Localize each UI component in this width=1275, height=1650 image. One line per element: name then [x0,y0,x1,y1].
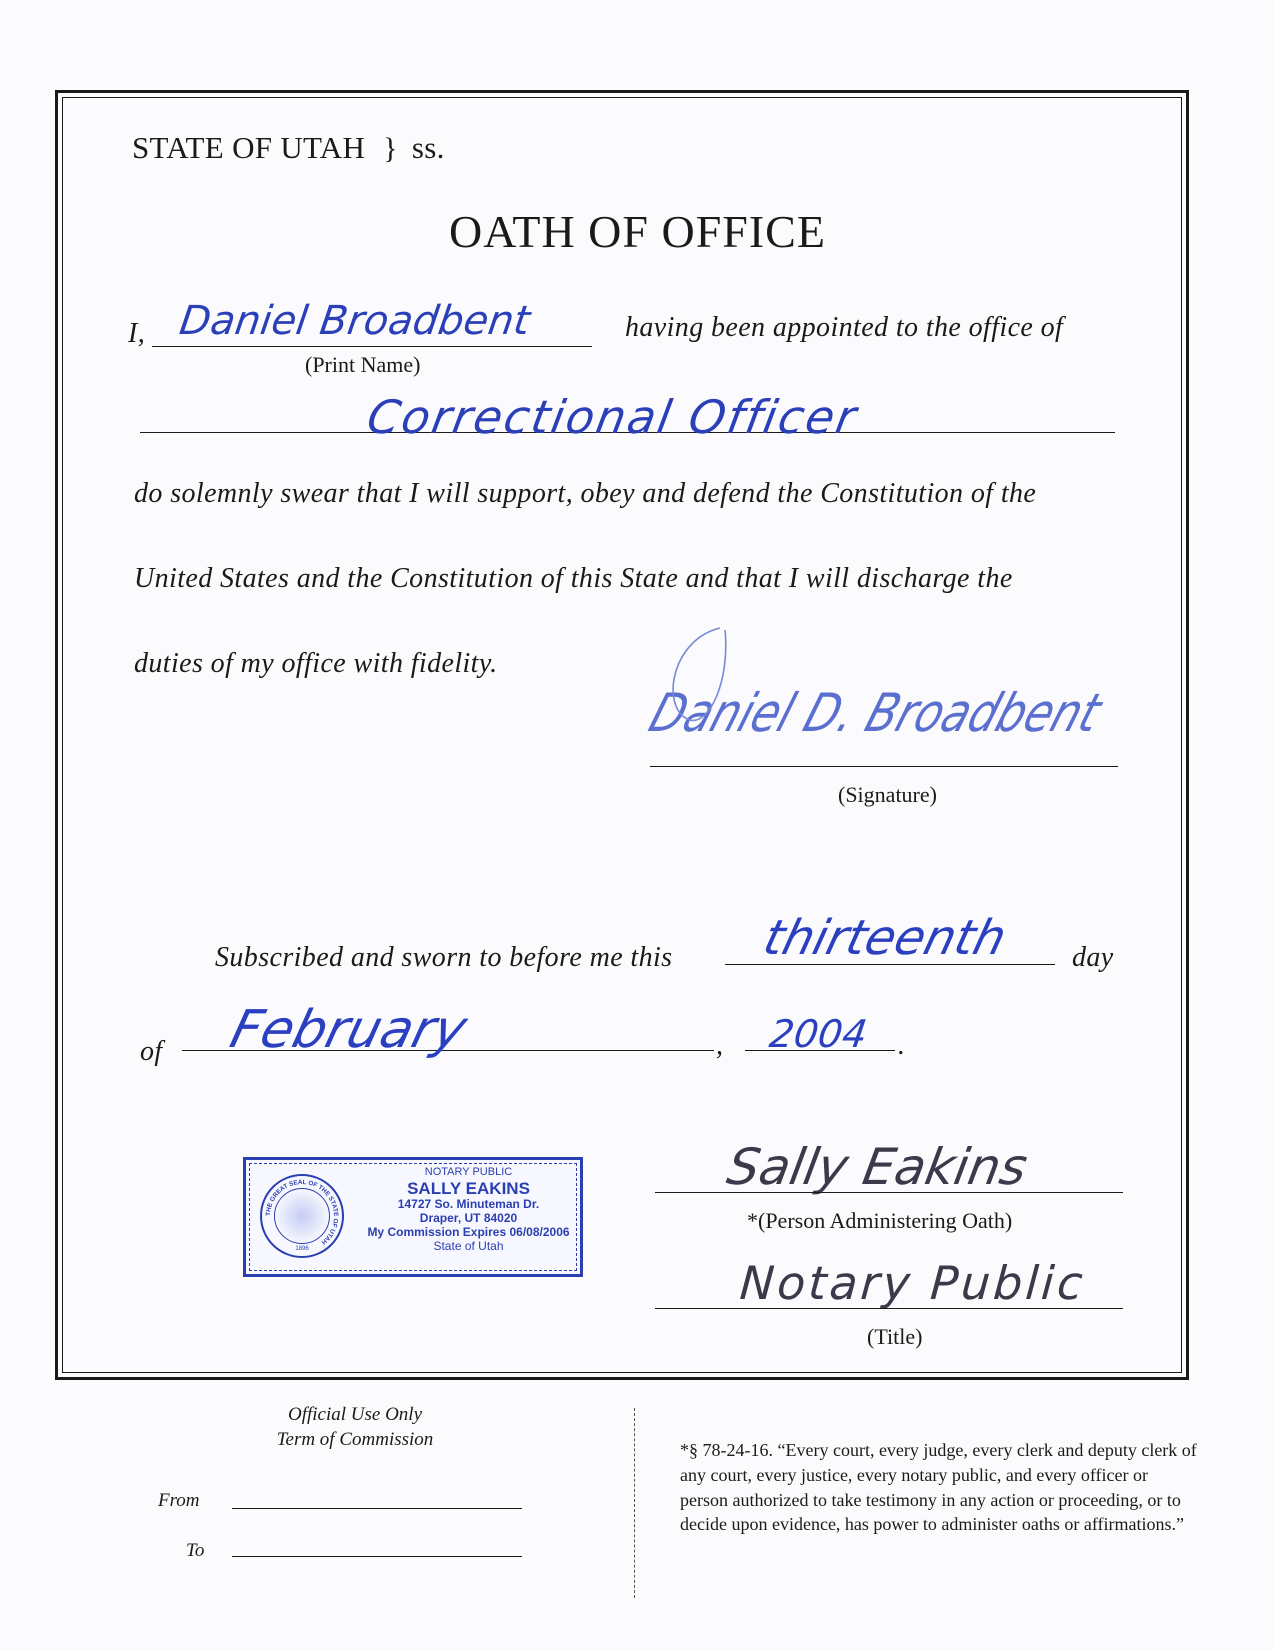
oath-prefix: I, [128,318,146,349]
oath-line-3: duties of my office with fidelity. [134,648,498,679]
office-handwritten: Correctional Officer [363,390,863,444]
stamp-line-6: State of Utah [433,1238,504,1253]
print-name-caption: (Print Name) [305,352,421,377]
oath-signature: Daniel D. Broadbent [642,682,1109,745]
stamp-line-2: SALLY EAKINS [407,1178,530,1198]
footer-divider [634,1408,635,1598]
day-handwritten: thirteenth [758,910,1012,966]
month-comma: , [716,1030,724,1061]
oath-line-1: do solemnly swear that I will support, obey and defend the Constitution of the [134,478,1037,509]
signature-loop [650,620,760,730]
year-handwritten: 2004 [766,1012,870,1056]
title-line [655,1308,1123,1309]
name-line [152,346,592,347]
ss-abbrev: ss. [411,130,445,165]
state-name: STATE OF UTAH [132,130,366,165]
stamp-line-4: Draper, UT 84020 [419,1210,518,1225]
stamp-line-1: NOTARY PUBLIC [424,1166,513,1178]
name-handwritten: Daniel Broadbent [176,298,533,344]
title-handwritten: Notary Public [738,1256,1088,1310]
seal-year: 1896 [295,1246,309,1252]
administrator-signature: Sally Eakins [722,1138,1032,1196]
appointed-text: having been appointed to the office of [625,312,1064,343]
brace-symbol: } [383,132,398,165]
svg-text:THE GREAT SEAL OF THE STATE OF [265,1179,339,1246]
official-use-heading: Official Use Only [287,1404,423,1425]
stamp-text [361,1166,576,1253]
signature-line [650,766,1118,767]
term-heading: Term of Commission [276,1429,434,1450]
month-handwritten: February [224,1000,473,1060]
state-heading [132,130,445,166]
day-word: day [1072,942,1114,973]
administrator-caption: *(Person Administering Oath) [747,1208,1013,1233]
of-word: of [140,1036,163,1067]
from-line[interactable] [232,1508,522,1509]
oath-line-2: United States and the Constitution of this State and that I will discharge the [134,563,1013,594]
stamp-line-5: My Commission Expires 06/08/2006 [367,1224,570,1239]
page-title: OATH OF OFFICE [449,206,826,257]
to-line[interactable] [232,1556,522,1557]
sworn-text: Subscribed and sworn to before me this [215,942,673,973]
stamp-line-3: 14727 So. Minuteman Dr. [397,1197,540,1212]
administrator-line [655,1192,1123,1193]
statute-note: *§ 78-24-16. “Every court, every judge, every clerk and deputy clerk of any court, every justice, every notary public, and every officer or person authorized to take testimony in any action or proceeding, or to decide upon evidence, has power to administer oaths or affirmations.” [680,1440,1197,1535]
seal-ring-label: THE GREAT SEAL OF THE STATE OF UTAH [264,1178,340,1246]
state-seal-icon [260,1174,344,1258]
from-label: From [158,1490,200,1511]
signature-caption: (Signature) [838,782,937,807]
year-period: . [898,1030,906,1061]
title-caption: (Title) [867,1324,923,1349]
to-label: To [186,1540,205,1561]
notary-stamp [243,1157,583,1277]
seal-ring-text [262,1176,342,1256]
